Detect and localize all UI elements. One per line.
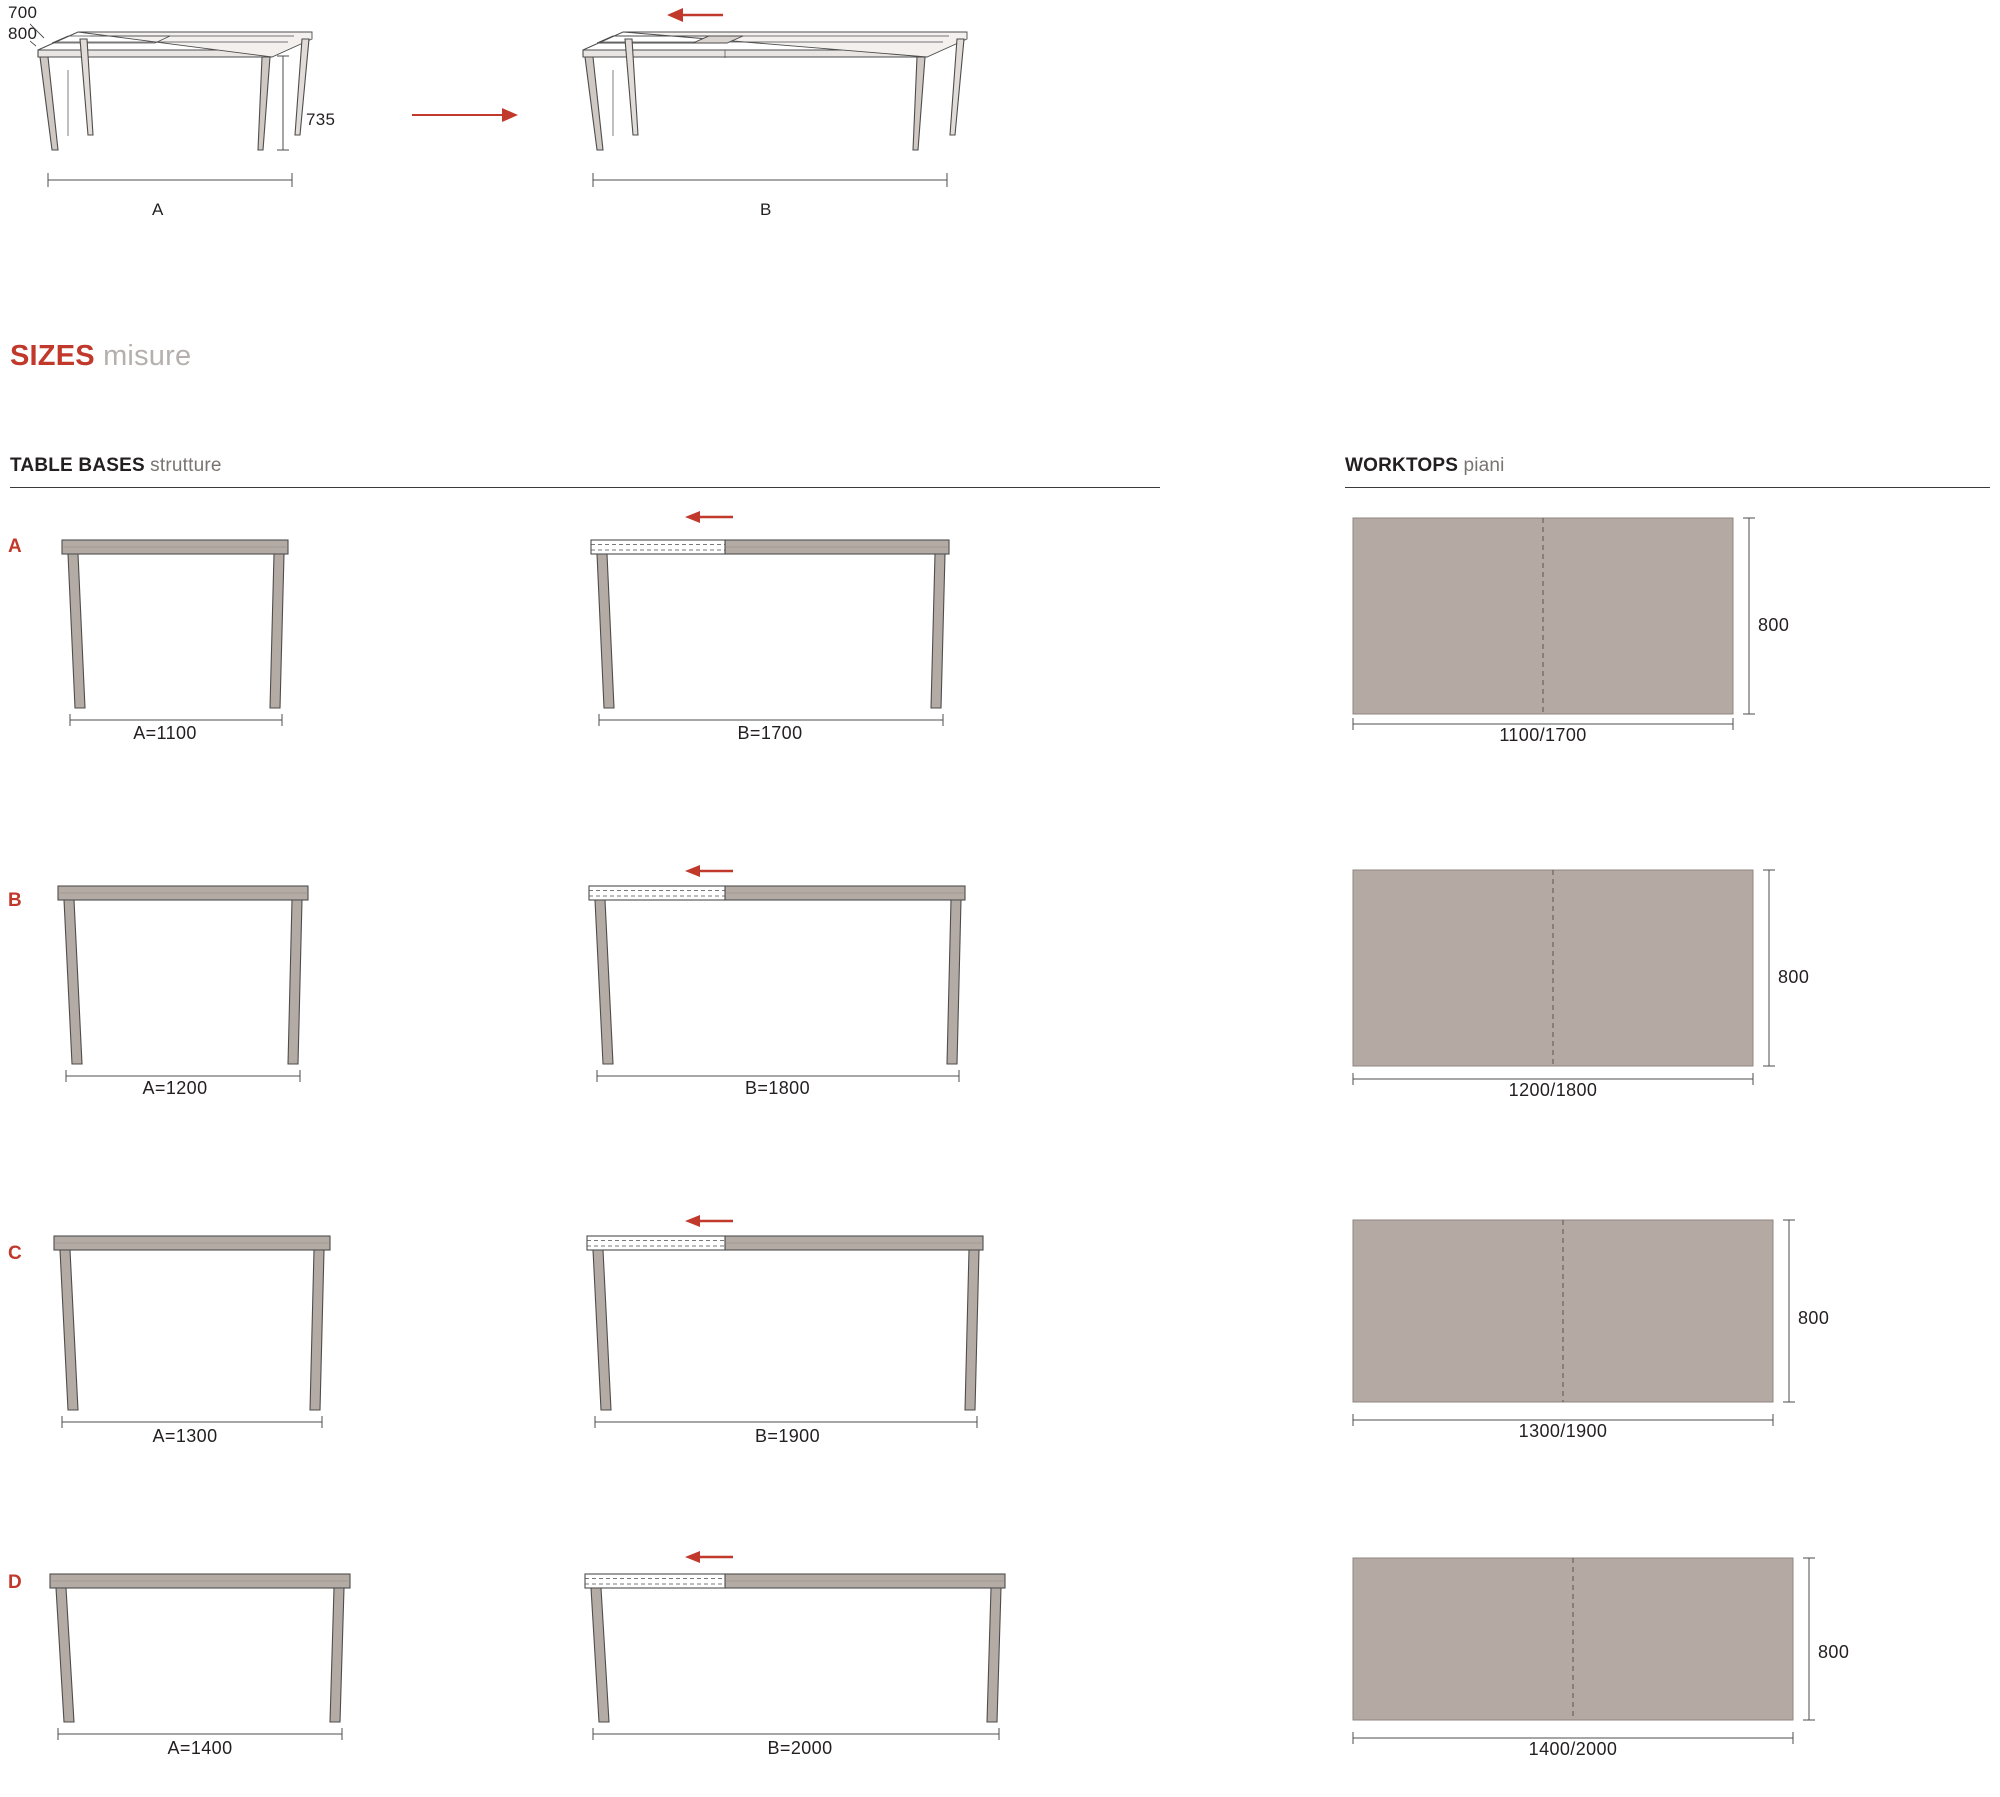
worktop-c: [1345, 1212, 1805, 1412]
base-open-a: [575, 528, 965, 728]
worktops-label-it: piani: [1463, 455, 1505, 476]
depth-label-700: 700: [8, 3, 38, 22]
base-closed-c: [30, 1224, 340, 1432]
perspective-table-open: [575, 10, 975, 210]
worktop-depth-d: 800: [1818, 1642, 1850, 1662]
caption-base-open-d: B=2000: [767, 1738, 833, 1758]
row-letter-c: C: [8, 1243, 22, 1264]
caption-worktop-a: 1100/1700: [1499, 725, 1587, 745]
perspective-table-closed: [30, 10, 320, 210]
base-closed-b: [30, 874, 320, 1084]
row-letter-b: B: [8, 890, 22, 911]
row-letter-d: D: [8, 1572, 22, 1593]
base-open-c: [575, 1224, 1000, 1432]
caption-base-open-c: B=1900: [755, 1426, 820, 1446]
column-header-worktops: [1345, 455, 1505, 477]
divider-worktops: [1345, 487, 1990, 488]
section-title: [10, 340, 191, 373]
pull-arrow-icon: [665, 5, 725, 25]
caption-base-open-b: B=1800: [745, 1078, 810, 1098]
caption-base-closed-d: A=1400: [167, 1738, 233, 1758]
pull-arrow-icon-c: [683, 1212, 735, 1230]
height-dimension-label: 735: [306, 110, 336, 129]
base-open-d: [575, 1562, 1025, 1742]
caption-worktop-c: 1300/1900: [1518, 1421, 1608, 1441]
caption-worktop-b: 1200/1800: [1508, 1080, 1598, 1100]
caption-base-closed-b: A=1200: [142, 1078, 208, 1098]
base-open-b: [575, 874, 980, 1084]
worktop-a: [1345, 510, 1775, 720]
section-title-it: misure: [103, 340, 192, 372]
divider-bases: [10, 487, 1160, 488]
worktop-depth-c: 800: [1798, 1308, 1830, 1328]
caption-worktop-d: 1400/2000: [1528, 1739, 1618, 1759]
caption-base-open-a: B=1700: [737, 723, 803, 743]
caption-base-closed-a: A=1100: [133, 723, 197, 743]
column-header-table-bases: [10, 455, 222, 477]
worktop-depth-a: 800: [1758, 615, 1790, 635]
pull-arrow-icon-b: [683, 862, 735, 880]
table-bases-label-en: TABLE BASES: [10, 455, 145, 476]
worktop-b: [1345, 862, 1785, 1074]
base-closed-a: [30, 528, 300, 728]
table-bases-label-it: strutture: [150, 455, 222, 476]
depth-label-800: 800: [8, 24, 38, 44]
top-perspective-diagram: [0, 0, 2000, 240]
pull-arrow-icon-d: [683, 1548, 735, 1566]
worktop-depth-b: 800: [1778, 967, 1810, 987]
base-closed-d: [30, 1562, 370, 1742]
caption-A: A: [152, 200, 164, 219]
section-title-en: SIZES: [10, 340, 95, 372]
caption-base-closed-c: A=1300: [152, 1426, 218, 1446]
worktops-label-en: WORKTOPS: [1345, 455, 1459, 476]
transition-arrow-icon: [410, 95, 520, 135]
worktop-d: [1345, 1550, 1825, 1730]
row-letter-a: A: [8, 536, 22, 557]
pull-arrow-icon-a: [683, 508, 735, 526]
caption-B: B: [760, 200, 772, 219]
